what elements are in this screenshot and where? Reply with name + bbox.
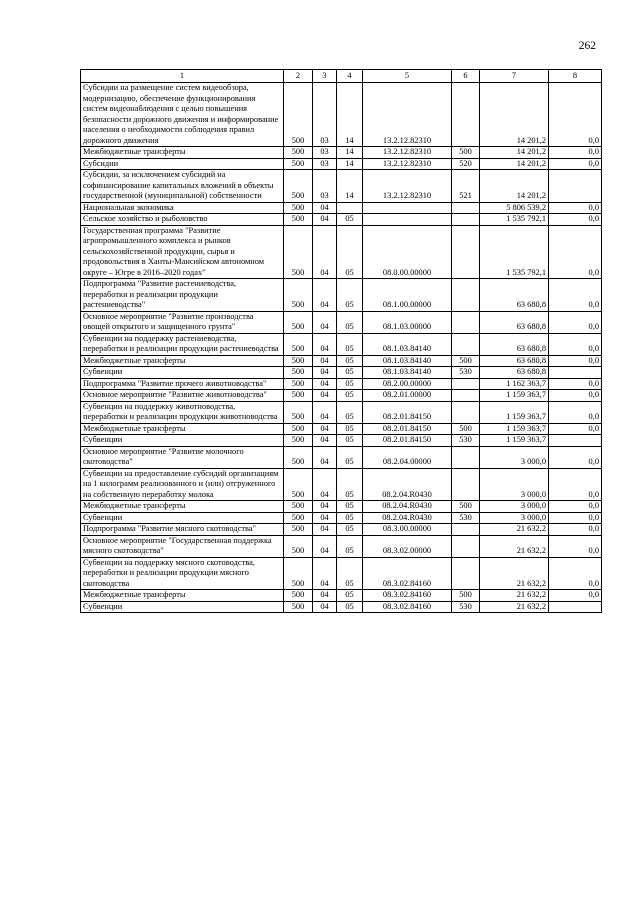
- admin-code-cell: 500: [284, 378, 313, 390]
- row-name-cell: Сельское хозяйство и рыболовство: [81, 214, 284, 226]
- row-name-cell: Подпрограмма "Развитие мясного скотоводства": [81, 524, 284, 536]
- expense-type-cell: [452, 390, 480, 402]
- target-article-cell: 08.3.02.00000: [363, 535, 452, 557]
- target-article-cell: 08.2.01.00000: [363, 390, 452, 402]
- amount-cell: 14 201,2: [480, 147, 549, 159]
- table-row: [81, 214, 602, 226]
- amount-subvention-cell: 0,0: [549, 401, 602, 423]
- table-row: [81, 158, 602, 170]
- amount-cell: 1 535 792,1: [480, 214, 549, 226]
- amount-subvention-cell: 0,0: [549, 355, 602, 367]
- admin-code-cell: 500: [284, 512, 313, 524]
- section-code-cell: 03: [313, 158, 337, 170]
- expense-type-cell: 500: [452, 147, 480, 159]
- table-row: [81, 311, 602, 333]
- table-row: [81, 468, 602, 501]
- row-name-cell: Основное мероприятие "Развитие животноводства": [81, 390, 284, 402]
- admin-code-cell: 500: [284, 355, 313, 367]
- amount-subvention-cell: 0,0: [549, 147, 602, 159]
- row-name-cell: Межбюджетные трансферты: [81, 423, 284, 435]
- column-header: 3: [313, 70, 337, 83]
- target-article-cell: 13.2.12.82310: [363, 158, 452, 170]
- subsection-code-cell: 14: [337, 158, 363, 170]
- column-header: 5: [363, 70, 452, 83]
- row-name-cell: Подпрограмма "Развитие растениеводства, переработки и реализации продукции растениеводства": [81, 279, 284, 312]
- admin-code-cell: 500: [284, 468, 313, 501]
- expense-type-cell: [452, 557, 480, 590]
- admin-code-cell: 500: [284, 311, 313, 333]
- admin-code-cell: 500: [284, 367, 313, 379]
- admin-code-cell: 500: [284, 401, 313, 423]
- admin-code-cell: 500: [284, 446, 313, 468]
- expense-type-cell: 500: [452, 423, 480, 435]
- target-article-cell: 08.2.01.84150: [363, 435, 452, 447]
- subsection-code-cell: 05: [337, 214, 363, 226]
- table-row: [81, 401, 602, 423]
- expense-type-cell: 530: [452, 435, 480, 447]
- column-header: 8: [549, 70, 602, 83]
- target-article-cell: 08.2.04.R0430: [363, 512, 452, 524]
- admin-code-cell: 500: [284, 423, 313, 435]
- row-name-cell: Основное мероприятие "Развитие молочного скотоводства": [81, 446, 284, 468]
- target-article-cell: 08.3.02.84160: [363, 557, 452, 590]
- admin-code-cell: 500: [284, 225, 313, 279]
- subsection-code-cell: 05: [337, 390, 363, 402]
- amount-cell: 21 632,2: [480, 535, 549, 557]
- target-article-cell: [363, 202, 452, 214]
- expense-type-cell: [452, 446, 480, 468]
- expense-type-cell: [452, 279, 480, 312]
- amount-cell: 3 000,0: [480, 446, 549, 468]
- section-code-cell: 04: [313, 378, 337, 390]
- target-article-cell: 08.2.04.R0430: [363, 468, 452, 501]
- expense-type-cell: 530: [452, 601, 480, 613]
- expense-type-cell: [452, 524, 480, 536]
- amount-cell: 1 159 363,7: [480, 401, 549, 423]
- amount-subvention-cell: 0,0: [549, 590, 602, 602]
- target-article-cell: 08.3.02.84160: [363, 601, 452, 613]
- expense-type-cell: 521: [452, 170, 480, 203]
- section-code-cell: 03: [313, 170, 337, 203]
- section-code-cell: 03: [313, 147, 337, 159]
- subsection-code-cell: 05: [337, 435, 363, 447]
- amount-cell: 21 632,2: [480, 557, 549, 590]
- amount-subvention-cell: 0,0: [549, 446, 602, 468]
- amount-cell: 63 680,8: [480, 311, 549, 333]
- admin-code-cell: 500: [284, 590, 313, 602]
- section-code-cell: 04: [313, 367, 337, 379]
- amount-cell: 3 000,0: [480, 501, 549, 513]
- admin-code-cell: 500: [284, 524, 313, 536]
- admin-code-cell: 500: [284, 214, 313, 226]
- expense-type-cell: 500: [452, 355, 480, 367]
- amount-subvention-cell: 0,0: [549, 468, 602, 501]
- subsection-code-cell: 14: [337, 83, 363, 147]
- table-row: [81, 601, 602, 613]
- amount-cell: 5 806 539,2: [480, 202, 549, 214]
- table-row: [81, 535, 602, 557]
- target-article-cell: 08.0.00.00000: [363, 225, 452, 279]
- subsection-code-cell: 05: [337, 311, 363, 333]
- row-name-cell: Межбюджетные трансферты: [81, 501, 284, 513]
- row-name-cell: Субвенции на поддержку животноводства, переработки и реализации продукции животноводства: [81, 401, 284, 423]
- subsection-code-cell: 05: [337, 501, 363, 513]
- column-header-row: [81, 70, 602, 83]
- row-name-cell: Подпрограмма "Развитие прочего животноводства": [81, 378, 284, 390]
- table-row: [81, 279, 602, 312]
- page-number: 262: [578, 40, 596, 52]
- row-name-cell: Межбюджетные трансферты: [81, 147, 284, 159]
- subsection-code-cell: 05: [337, 423, 363, 435]
- amount-cell: 14 201,2: [480, 83, 549, 147]
- section-code-cell: 04: [313, 423, 337, 435]
- admin-code-cell: 500: [284, 158, 313, 170]
- subsection-code-cell: 05: [337, 367, 363, 379]
- target-article-cell: 08.1.03.84140: [363, 333, 452, 355]
- row-name-cell: Субсидии, за исключением субсидий на софинансирование капитальных вложений в объекты государственной (муниципальной) собственности: [81, 170, 284, 203]
- expense-type-cell: [452, 83, 480, 147]
- row-name-cell: Межбюджетные трансферты: [81, 355, 284, 367]
- expense-type-cell: [452, 333, 480, 355]
- target-article-cell: 08.1.03.00000: [363, 311, 452, 333]
- section-code-cell: 04: [313, 524, 337, 536]
- column-header: 1: [81, 70, 284, 83]
- amount-cell: 63 680,8: [480, 367, 549, 379]
- section-code-cell: 04: [313, 401, 337, 423]
- table-row: [81, 423, 602, 435]
- amount-cell: 1 159 363,7: [480, 423, 549, 435]
- amount-cell: 1 159 363,7: [480, 390, 549, 402]
- table-row: [81, 170, 602, 203]
- amount-cell: 3 000,0: [480, 512, 549, 524]
- target-article-cell: 08.2.04.00000: [363, 446, 452, 468]
- section-code-cell: 03: [313, 83, 337, 147]
- section-code-cell: 04: [313, 535, 337, 557]
- row-name-cell: Субвенции: [81, 435, 284, 447]
- amount-cell: 63 680,8: [480, 333, 549, 355]
- section-code-cell: 04: [313, 279, 337, 312]
- table-row: [81, 512, 602, 524]
- subsection-code-cell: 05: [337, 378, 363, 390]
- amount-cell: 1 535 792,1: [480, 225, 549, 279]
- target-article-cell: 08.2.01.84150: [363, 401, 452, 423]
- amount-subvention-cell: 0,0: [549, 501, 602, 513]
- subsection-code-cell: 05: [337, 590, 363, 602]
- subsection-code-cell: 14: [337, 170, 363, 203]
- amount-cell: 3 000,0: [480, 468, 549, 501]
- amount-subvention-cell: 0,0: [549, 524, 602, 536]
- table-row: [81, 355, 602, 367]
- expense-type-cell: [452, 225, 480, 279]
- amount-subvention-cell: 0,0: [549, 333, 602, 355]
- expense-type-cell: 530: [452, 367, 480, 379]
- expense-type-cell: [452, 468, 480, 501]
- expense-type-cell: [452, 401, 480, 423]
- target-article-cell: 13.2.12.82310: [363, 170, 452, 203]
- row-name-cell: Субвенции на поддержку растениеводства, переработки и реализации продукции растениеводства: [81, 333, 284, 355]
- admin-code-cell: 500: [284, 333, 313, 355]
- table-row: [81, 590, 602, 602]
- amount-subvention-cell: 0,0: [549, 225, 602, 279]
- target-article-cell: [363, 214, 452, 226]
- table-row: [81, 501, 602, 513]
- amount-subvention-cell: 0,0: [549, 423, 602, 435]
- target-article-cell: 13.2.12.82310: [363, 83, 452, 147]
- target-article-cell: 08.3.02.84160: [363, 590, 452, 602]
- amount-subvention-cell: 0,0: [549, 202, 602, 214]
- table-row: [81, 524, 602, 536]
- admin-code-cell: 500: [284, 557, 313, 590]
- amount-subvention-cell: [549, 170, 602, 203]
- table-row: [81, 225, 602, 279]
- target-article-cell: 08.1.03.84140: [363, 355, 452, 367]
- section-code-cell: 04: [313, 355, 337, 367]
- expense-type-cell: [452, 311, 480, 333]
- expense-type-cell: [452, 378, 480, 390]
- row-name-cell: Государственная программа "Развитие агропромышленного комплекса и рынков сельскохозяйственной продукции, сырья и продовольствия в Ханты-Мансийском автономном округе – Югре в 2016–2020 годах": [81, 225, 284, 279]
- subsection-code-cell: 05: [337, 446, 363, 468]
- amount-cell: 1 159 363,7: [480, 435, 549, 447]
- subsection-code-cell: 14: [337, 147, 363, 159]
- amount-cell: 21 632,2: [480, 601, 549, 613]
- section-code-cell: 04: [313, 501, 337, 513]
- table-row: [81, 147, 602, 159]
- amount-subvention-cell: 0,0: [549, 214, 602, 226]
- subsection-code-cell: 05: [337, 401, 363, 423]
- section-code-cell: 04: [313, 333, 337, 355]
- row-name-cell: Субвенции на поддержку мясного скотоводства, переработки и реализации продукции мясного скотоводства: [81, 557, 284, 590]
- table-row: [81, 446, 602, 468]
- target-article-cell: 08.2.00.00000: [363, 378, 452, 390]
- amount-cell: 63 680,8: [480, 279, 549, 312]
- table-row: [81, 378, 602, 390]
- admin-code-cell: 500: [284, 601, 313, 613]
- target-article-cell: 08.2.01.84150: [363, 423, 452, 435]
- admin-code-cell: 500: [284, 279, 313, 312]
- amount-subvention-cell: 0,0: [549, 557, 602, 590]
- table-row: [81, 557, 602, 590]
- table-row: [81, 83, 602, 147]
- row-name-cell: Межбюджетные трансферты: [81, 590, 284, 602]
- amount-subvention-cell: [549, 367, 602, 379]
- admin-code-cell: 500: [284, 83, 313, 147]
- amount-subvention-cell: 0,0: [549, 311, 602, 333]
- subsection-code-cell: 05: [337, 535, 363, 557]
- subsection-code-cell: 05: [337, 524, 363, 536]
- expense-type-cell: 500: [452, 590, 480, 602]
- section-code-cell: 04: [313, 468, 337, 501]
- section-code-cell: 04: [313, 557, 337, 590]
- row-name-cell: Основное мероприятие "Развитие производства овощей открытого и защищенного грунта": [81, 311, 284, 333]
- amount-subvention-cell: 0,0: [549, 83, 602, 147]
- row-name-cell: Субвенции: [81, 367, 284, 379]
- row-name-cell: Субвенции на предоставление субсидий организациям на 1 килограмм реализованного и (или) отгруженного на собственную переработку молока: [81, 468, 284, 501]
- admin-code-cell: 500: [284, 390, 313, 402]
- section-code-cell: 04: [313, 311, 337, 333]
- amount-cell: 14 201,2: [480, 158, 549, 170]
- admin-code-cell: 500: [284, 202, 313, 214]
- section-code-cell: 04: [313, 214, 337, 226]
- amount-cell: 21 632,2: [480, 590, 549, 602]
- expense-type-cell: 530: [452, 512, 480, 524]
- subsection-code-cell: 05: [337, 279, 363, 312]
- subsection-code-cell: 05: [337, 355, 363, 367]
- row-name-cell: Основное мероприятие "Государственная поддержка мясного скотоводства": [81, 535, 284, 557]
- amount-subvention-cell: [549, 601, 602, 613]
- amount-subvention-cell: 0,0: [549, 390, 602, 402]
- row-name-cell: Субсидии: [81, 158, 284, 170]
- table-row: [81, 333, 602, 355]
- admin-code-cell: 500: [284, 170, 313, 203]
- expense-type-cell: [452, 202, 480, 214]
- table-row: [81, 390, 602, 402]
- section-code-cell: 04: [313, 446, 337, 468]
- amount-cell: 14 201,2: [480, 170, 549, 203]
- column-header: 6: [452, 70, 480, 83]
- amount-subvention-cell: 0,0: [549, 279, 602, 312]
- row-name-cell: Национальная экономика: [81, 202, 284, 214]
- amount-subvention-cell: 0,0: [549, 378, 602, 390]
- admin-code-cell: 500: [284, 501, 313, 513]
- subsection-code-cell: 05: [337, 468, 363, 501]
- row-name-cell: Субсидии на размещение систем видеообзора, модернизацию, обеспечение функционирования систем видеонаблюдения с целью повышения безопасности дорожного движения и информирование населения о необходимости соблюдения правил дорожного движения: [81, 83, 284, 147]
- amount-cell: 1 162 363,7: [480, 378, 549, 390]
- target-article-cell: 13.2.12.82310: [363, 147, 452, 159]
- column-header: 4: [337, 70, 363, 83]
- expense-type-cell: 500: [452, 501, 480, 513]
- subsection-code-cell: 05: [337, 557, 363, 590]
- expense-type-cell: 520: [452, 158, 480, 170]
- subsection-code-cell: 05: [337, 601, 363, 613]
- budget-table: [80, 69, 602, 613]
- subsection-code-cell: [337, 202, 363, 214]
- section-code-cell: 04: [313, 435, 337, 447]
- section-code-cell: 04: [313, 225, 337, 279]
- expense-type-cell: [452, 535, 480, 557]
- amount-cell: 63 680,8: [480, 355, 549, 367]
- amount-subvention-cell: [549, 435, 602, 447]
- column-header: 2: [284, 70, 313, 83]
- amount-subvention-cell: 0,0: [549, 535, 602, 557]
- subsection-code-cell: 05: [337, 225, 363, 279]
- subsection-code-cell: 05: [337, 333, 363, 355]
- admin-code-cell: 500: [284, 535, 313, 557]
- subsection-code-cell: 05: [337, 512, 363, 524]
- expense-type-cell: [452, 214, 480, 226]
- row-name-cell: Субвенции: [81, 512, 284, 524]
- section-code-cell: 04: [313, 512, 337, 524]
- section-code-cell: 04: [313, 202, 337, 214]
- section-code-cell: 04: [313, 601, 337, 613]
- table-row: [81, 435, 602, 447]
- amount-subvention-cell: 0,0: [549, 512, 602, 524]
- row-name-cell: Субвенции: [81, 601, 284, 613]
- amount-cell: 21 632,2: [480, 524, 549, 536]
- target-article-cell: 08.3.00.00000: [363, 524, 452, 536]
- table-row: [81, 367, 602, 379]
- column-header: 7: [480, 70, 549, 83]
- admin-code-cell: 500: [284, 435, 313, 447]
- amount-subvention-cell: 0,0: [549, 158, 602, 170]
- section-code-cell: 04: [313, 590, 337, 602]
- table-row: [81, 202, 602, 214]
- target-article-cell: 08.2.04.R0430: [363, 501, 452, 513]
- section-code-cell: 04: [313, 390, 337, 402]
- target-article-cell: 08.1.03.84140: [363, 367, 452, 379]
- admin-code-cell: 500: [284, 147, 313, 159]
- target-article-cell: 08.1.00.00000: [363, 279, 452, 312]
